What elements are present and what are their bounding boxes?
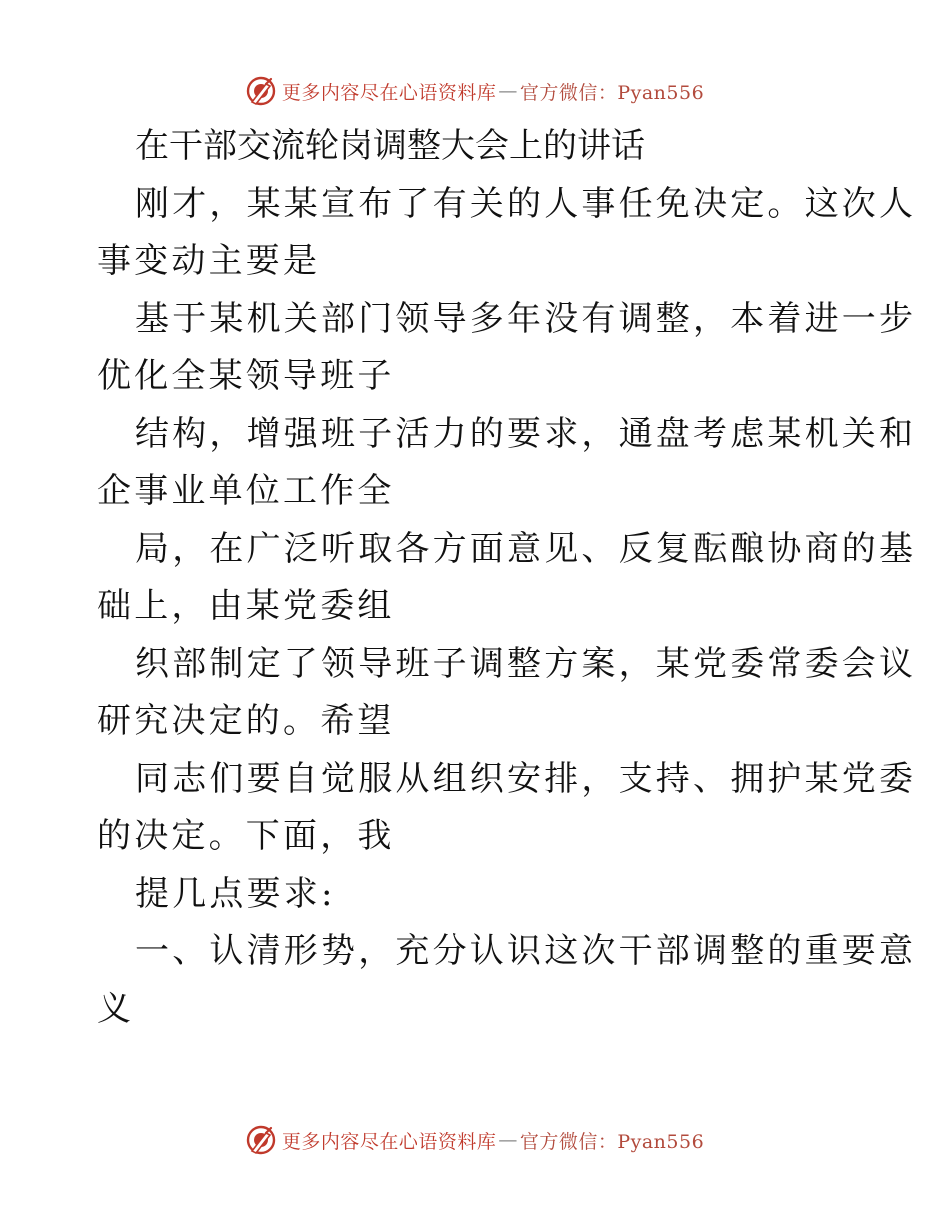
paragraph-line: 研究决定的。希望: [97, 701, 395, 741]
paragraph-line: 基于某机关部门领导多年没有调整，本着进一步: [135, 298, 917, 339]
banner-text: 更多内容尽在心语资料库: [281, 1130, 497, 1153]
section-heading-continuation: 义: [97, 988, 135, 1029]
pen-logo-icon: [246, 76, 276, 106]
document-title: 在干部交流轮岗调整大会上的讲话: [135, 126, 645, 166]
paragraph-line: 础上，由某党委组: [97, 586, 395, 626]
paragraph-line: 织部制定了领导班子调整方案，某党委常委会议: [135, 643, 917, 684]
paragraph-line: 的决定。下面，我: [97, 816, 395, 856]
paragraph-line: 事变动主要是: [97, 241, 321, 281]
paragraph-line: 刚才，某某宣布了有关的人事任免决定。这次人: [135, 183, 917, 224]
footer-banner[interactable]: [0, 1120, 950, 1160]
banner-dash: —: [498, 1129, 518, 1151]
banner-wechat-label: 官方微信：Pyan556: [519, 81, 705, 104]
section-heading: 一、认清形势，充分认识这次干部调整的重要意: [135, 931, 917, 971]
pen-logo-icon: [246, 1125, 276, 1155]
banner-dash: —: [498, 80, 518, 102]
paragraph-line: 局，在广泛听取各方面意见、反复酝酿协商的基: [135, 528, 917, 569]
document-body: [97, 118, 917, 1038]
paragraph-line: 同志们要自觉服从组织安排，支持、拥护某党委: [135, 758, 917, 799]
banner-text: 更多内容尽在心语资料库: [281, 81, 497, 104]
paragraph-line: 优化全某领导班子: [97, 356, 395, 396]
banner-wechat-label: 官方微信：Pyan556: [519, 1130, 705, 1153]
paragraph-line: 企事业单位工作全: [97, 471, 395, 511]
header-banner[interactable]: [0, 71, 950, 111]
paragraph-line: 提几点要求:: [135, 873, 336, 914]
paragraph-line: 结构，增强班子活力的要求，通盘考虑某机关和: [135, 413, 917, 454]
